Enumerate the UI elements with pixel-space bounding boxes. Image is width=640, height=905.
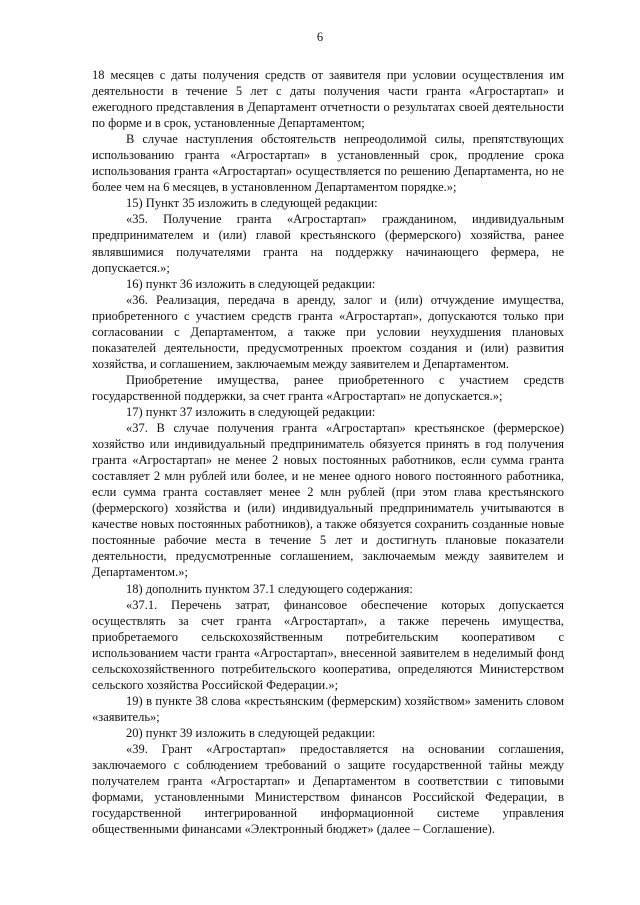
paragraph: 15) Пункт 35 изложить в следующей редакции: bbox=[126, 196, 378, 211]
paragraph: 16) пункт 36 изложить в следующей редакции: bbox=[126, 276, 376, 291]
paragraph: Приобретение имущества, ранее приобретенного с участием средств государственной поддержки, за счет гранта «Агростартап» не допускается.»; bbox=[92, 372, 564, 403]
paragraph: 19) в пункте 38 слова «крестьянским (фермерским) хозяйством» заменить словом «заявитель»; bbox=[92, 693, 564, 724]
paragraph: 18 месяцев с даты получения средств от заявителя при условии осуществления им деятельности в течение 5 лет с даты получения части гранта «Агростартап» и ежегодного представления в Департамент отчетности о результатах своей деятельности по форме и в срок, установленные Департаментом; bbox=[92, 68, 564, 131]
paragraph: «36. Реализация, передача в аренду, залог и (или) отчуждение имущества, приобретенного с участием средств гранта «Агростартап», допускаются только при согласовании с Департаментом, а также при условии неухудшения плановых показателей деятельности, предусмотренных проектом создания и (или) развития хозяйства, и соглашением, заключаемым между заявителем и Департаментом. bbox=[92, 292, 564, 371]
page-number: 6 bbox=[316, 30, 324, 44]
document-body bbox=[92, 67, 564, 837]
paragraph: «35. Получение гранта «Агростартап» гражданином, индивидуальным предпринимателем и (или) главой крестьянского (фермерского) хозяйства, ранее являвшимися получателями гранта на поддержку начинающего фермера, не допускается.»; bbox=[92, 212, 564, 275]
paragraph: «37.1. Перечень затрат, финансовое обеспечение которых допускается осуществлять за счет гранта «Агростартап», а также перечень имущества, приобретаемого сельскохозяйственным потребительским кооперативом с использованием части гранта «Агростартап», внесенной заявителем в неделимый фонд сельскохозяйственного потребительского кооператива, определяются Министерством сельского хозяйства Российской Федерации.»; bbox=[92, 597, 564, 692]
paragraph: «37. В случае получения гранта «Агростартап» крестьянское (фермерское) хозяйство или индивидуальный предприниматель обязуется принять в год получения гранта «Агростартап» не менее 2 новых постоянных работников, если сумма гранта составляет 2 млн рублей или более, и не менее одного нового постоянного работника, если сумма гранта составляет менее 2 млн рублей (при этом глава крестьянского (фермерского) хозяйства и (или) индивидуальный предприниматель учитываются в качестве новых постоянных работников), а также обязуется сохранить созданные новые постоянные рабочие места в течение 5 лет и достигнуть плановые показатели деятельности, предусмотренные соглашением, заключаемым между заявителем и Департаментом.»; bbox=[92, 421, 564, 580]
paragraph: 17) пункт 37 изложить в следующей редакции: bbox=[126, 404, 376, 419]
paragraph: В случае наступления обстоятельств непреодолимой силы, препятствующих использованию гранта «Агростартап» в установленный срок, продление срока использования гранта «Агростартап» осуществляется по решению Департамента, но не более чем на 6 месяцев, в установленном Департаментом порядке.»; bbox=[92, 132, 564, 195]
paragraph: «39. Грант «Агростартап» предоставляется на основании соглашения, заключаемого с соблюдением требований о защите государственной тайны между получателем гранта «Агростартап» и Департаментом в соответствии с типовыми формами, установленными Министерством финансов Российской Федерации, в государственной интегрированной информационной системе управления общественными финансами «Электронный бюджет» (далее – Соглашение). bbox=[92, 741, 564, 837]
paragraph: 20) пункт 39 изложить в следующей редакции: bbox=[126, 725, 376, 740]
paragraph: 18) дополнить пунктом 37.1 следующего содержания: bbox=[126, 581, 413, 596]
